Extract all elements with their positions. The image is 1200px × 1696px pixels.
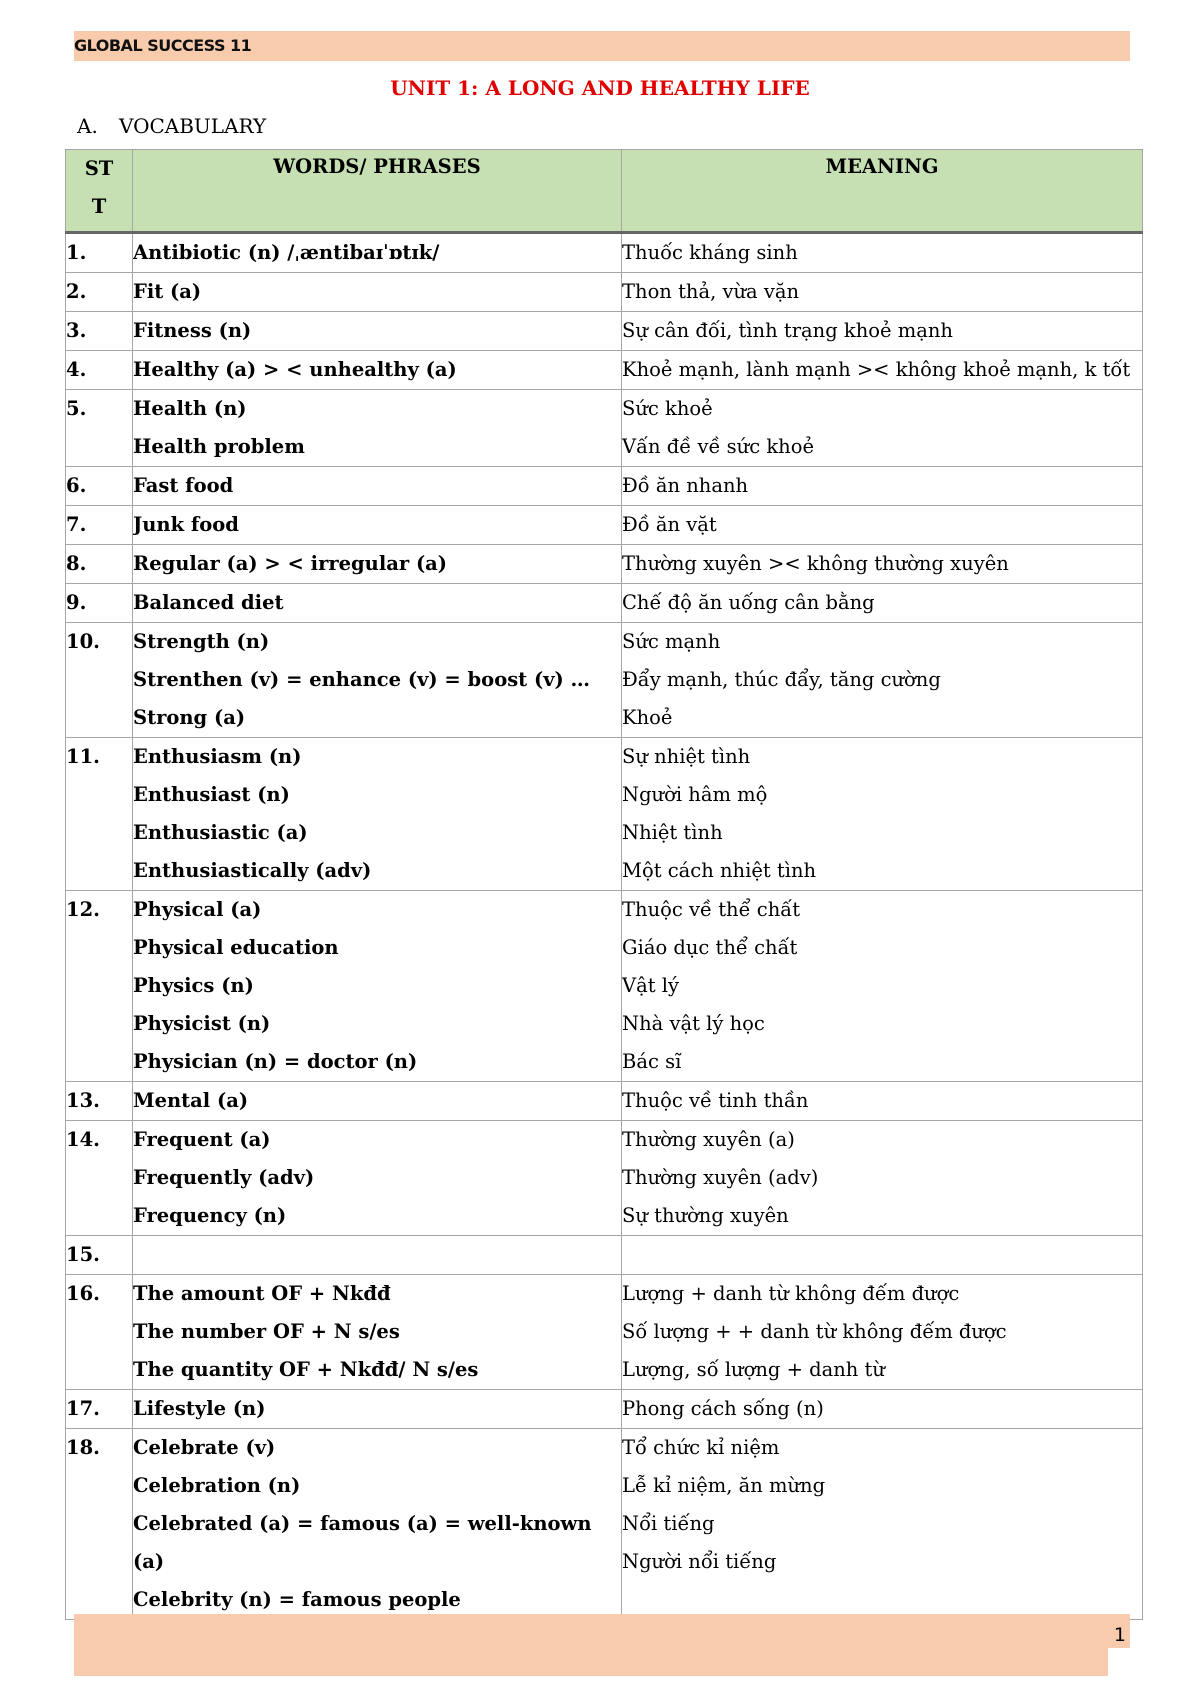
word-line: (a) <box>133 1550 165 1573</box>
meaning-cell <box>622 233 1143 273</box>
meaning-line: Vật lý <box>622 974 679 997</box>
meaning-cell <box>622 1429 1143 1620</box>
row-number-text: 16. <box>66 1282 100 1305</box>
header-stt-line1: ST <box>84 157 114 180</box>
meaning-cell <box>622 891 1143 1082</box>
row-number-text: 3. <box>66 319 87 342</box>
word-line: Physical (a) <box>133 898 262 921</box>
meaning-cell <box>622 584 1143 623</box>
unit-title: UNIT 1: A LONG AND HEALTHY LIFE <box>390 76 810 100</box>
meaning-cell <box>622 545 1143 584</box>
meaning-line: Thường xuyên (a) <box>622 1128 795 1151</box>
row-number <box>66 1429 133 1620</box>
meaning-line: Phong cách sống (n) <box>622 1397 824 1420</box>
meaning-line: Thuốc kháng sinh <box>622 241 798 264</box>
meaning-line: Đồ ăn vặt <box>622 513 717 536</box>
word-cell <box>133 1082 622 1121</box>
word-line: Fitness (n) <box>133 319 252 342</box>
row-number <box>66 891 133 1082</box>
word-line: Strong (a) <box>133 706 246 729</box>
word-cell <box>133 738 622 891</box>
row-number <box>66 545 133 584</box>
row-number <box>66 738 133 891</box>
meaning-line: Sự thường xuyên <box>622 1204 789 1227</box>
header-meaning: MEANING <box>622 150 1143 233</box>
section-title <box>77 114 266 138</box>
header-stt-line2: T <box>91 195 107 218</box>
meaning-line: Khoẻ mạnh, lành mạnh >< không khoẻ mạnh, k tốt <box>622 358 1131 381</box>
word-cell <box>133 1275 622 1390</box>
row-number-text: 14. <box>66 1128 100 1151</box>
meaning-line: Thon thả, vừa vặn <box>622 280 800 303</box>
row-number <box>66 1275 133 1390</box>
meaning-line: Nhiệt tình <box>622 821 723 844</box>
table-row <box>66 545 1143 584</box>
meaning-cell <box>622 738 1143 891</box>
word-line: Enthusiastically (adv) <box>133 859 372 882</box>
meaning-cell <box>622 1275 1143 1390</box>
meaning-line: Sự cân đối, tình trạng khoẻ mạnh <box>622 319 953 342</box>
table-header-row <box>66 150 1143 233</box>
meaning-line: Thuộc về tinh thần <box>622 1089 809 1112</box>
table-row <box>66 1121 1143 1236</box>
table-row <box>66 1275 1143 1390</box>
word-line: Physician (n) = doctor (n) <box>133 1050 418 1073</box>
row-number-text: 11. <box>66 745 100 768</box>
row-number <box>66 506 133 545</box>
table-row <box>66 1390 1143 1429</box>
table-row <box>66 312 1143 351</box>
meaning-line: Lượng, số lượng + danh từ <box>622 1358 885 1381</box>
word-line: Enthusiastic (a) <box>133 821 308 844</box>
word-line: Junk food <box>133 513 239 536</box>
meaning-line: Tổ chức kỉ niệm <box>622 1436 780 1459</box>
row-number <box>66 1082 133 1121</box>
word-line: Strength (n) <box>133 630 270 653</box>
word-line: Strenthen (v) = enhance (v) = boost (v) … <box>133 668 591 691</box>
table-row <box>66 1429 1143 1620</box>
footer-band <box>74 1614 1130 1676</box>
word-line: Frequent (a) <box>133 1128 271 1151</box>
word-line: Health problem <box>133 435 305 458</box>
page-number: 1 <box>1113 1624 1126 1646</box>
word-line: Celebration (n) <box>133 1474 301 1497</box>
section-letter: A. <box>77 114 98 138</box>
table-row <box>66 1236 1143 1275</box>
meaning-line: Thuộc về thể chất <box>622 898 801 921</box>
word-cell <box>133 891 622 1082</box>
meaning-line: Người hâm mộ <box>622 783 768 806</box>
row-number-text: 1. <box>66 241 87 264</box>
meaning-line: Một cách nhiệt tình <box>622 859 817 882</box>
word-line: Frequently (adv) <box>133 1166 315 1189</box>
word-line: Lifestyle (n) <box>133 1397 266 1420</box>
meaning-cell <box>622 506 1143 545</box>
word-line: The amount OF + Nkđđ <box>133 1282 391 1305</box>
row-number-text: 18. <box>66 1436 100 1459</box>
word-line: Balanced diet <box>133 591 284 614</box>
word-line: Regular (a) > < irregular (a) <box>133 552 448 575</box>
meaning-cell <box>622 1236 1143 1275</box>
row-number <box>66 390 133 467</box>
meaning-line: Nhà vật lý học <box>622 1012 765 1035</box>
meaning-line: Bác sĩ <box>622 1050 682 1073</box>
footer-notch <box>1108 1648 1130 1676</box>
meaning-cell <box>622 312 1143 351</box>
row-number-text: 5. <box>66 397 87 420</box>
row-number <box>66 351 133 390</box>
word-cell <box>133 623 622 738</box>
header-stt <box>66 150 133 233</box>
table-row <box>66 1082 1143 1121</box>
meaning-line: Nổi tiếng <box>622 1512 715 1535</box>
meaning-cell <box>622 1390 1143 1429</box>
row-number-text: 15. <box>66 1243 100 1266</box>
meaning-line: Lượng + danh từ không đếm được <box>622 1282 960 1305</box>
meaning-line: Khoẻ <box>622 706 673 729</box>
meaning-line: Lễ kỉ niệm, ăn mừng <box>622 1474 826 1497</box>
meaning-line: Người nổi tiếng <box>622 1550 777 1573</box>
meaning-line <box>622 1236 1142 1274</box>
meaning-line: Sức mạnh <box>622 630 721 653</box>
word-cell <box>133 351 622 390</box>
word-cell <box>133 506 622 545</box>
row-number-text: 13. <box>66 1089 100 1112</box>
table-row <box>66 273 1143 312</box>
row-number <box>66 1236 133 1275</box>
word-cell <box>133 233 622 273</box>
word-line: Physics (n) <box>133 974 254 997</box>
row-number <box>66 623 133 738</box>
meaning-cell <box>622 1082 1143 1121</box>
table-row <box>66 467 1143 506</box>
meaning-line: Giáo dục thể chất <box>622 936 798 959</box>
table-row <box>66 891 1143 1082</box>
word-line: The number OF + N s/es <box>133 1320 400 1343</box>
section-label: VOCABULARY <box>119 114 267 138</box>
meaning-line: Chế độ ăn uống cân bằng <box>622 591 875 614</box>
word-cell <box>133 1429 622 1620</box>
header-words: WORDS/ PHRASES <box>133 150 622 233</box>
meaning-line: Sự nhiệt tình <box>622 745 751 768</box>
meaning-cell <box>622 390 1143 467</box>
table-row <box>66 390 1143 467</box>
meaning-line: Vấn đề về sức khoẻ <box>622 435 815 458</box>
word-line: Enthusiasm (n) <box>133 745 302 768</box>
row-number-text: 6. <box>66 474 87 497</box>
row-number-text: 7. <box>66 513 87 536</box>
meaning-line: Số lượng + + danh từ không đếm được <box>622 1320 1007 1343</box>
meaning-line: Thường xuyên >< không thường xuyên <box>622 552 1009 575</box>
word-cell <box>133 545 622 584</box>
vocabulary-table <box>65 149 1143 1620</box>
header-text: GLOBAL SUCCESS 11 <box>74 36 252 55</box>
row-number <box>66 1121 133 1236</box>
table-row <box>66 506 1143 545</box>
meaning-cell <box>622 623 1143 738</box>
meaning-cell <box>622 1121 1143 1236</box>
word-cell <box>133 273 622 312</box>
word-line: Mental (a) <box>133 1089 249 1112</box>
row-number-text: 9. <box>66 591 87 614</box>
meaning-line: Thường xuyên (adv) <box>622 1166 819 1189</box>
row-number-text: 10. <box>66 630 100 653</box>
meaning-line: Đẩy mạnh, thúc đẩy, tăng cường <box>622 668 941 691</box>
word-cell <box>133 1390 622 1429</box>
word-cell <box>133 390 622 467</box>
word-line: Physicist (n) <box>133 1012 271 1035</box>
word-cell <box>133 312 622 351</box>
word-line: Enthusiast (n) <box>133 783 290 806</box>
word-line: Health (n) <box>133 397 247 420</box>
row-number <box>66 1390 133 1429</box>
word-cell <box>133 1236 622 1275</box>
row-number-text: 4. <box>66 358 87 381</box>
header-band <box>74 31 1130 61</box>
word-line: The quantity OF + Nkđđ/ N s/es <box>133 1358 479 1381</box>
table-row <box>66 584 1143 623</box>
table-row <box>66 738 1143 891</box>
word-line: Celebrate (v) <box>133 1436 276 1459</box>
meaning-line: Sức khoẻ <box>622 397 713 420</box>
row-number <box>66 467 133 506</box>
meaning-cell <box>622 273 1143 312</box>
row-number <box>66 584 133 623</box>
word-line: Physical education <box>133 936 339 959</box>
table-row <box>66 351 1143 390</box>
word-cell <box>133 584 622 623</box>
word-line: Frequency (n) <box>133 1204 287 1227</box>
word-line: Fit (a) <box>133 280 202 303</box>
table-row <box>66 623 1143 738</box>
row-number <box>66 273 133 312</box>
word-line: Celebrated (a) = famous (a) = well-known <box>133 1512 592 1535</box>
row-number-text: 2. <box>66 280 87 303</box>
row-number <box>66 233 133 273</box>
table-row <box>66 233 1143 273</box>
meaning-line: Đồ ăn nhanh <box>622 474 749 497</box>
word-cell <box>133 467 622 506</box>
word-line: Antibiotic (n) /ˌæntibaɪˈɒtɪk/ <box>133 241 440 264</box>
row-number <box>66 312 133 351</box>
word-line: Fast food <box>133 474 234 497</box>
word-cell <box>133 1121 622 1236</box>
row-number-text: 17. <box>66 1397 100 1420</box>
row-number-text: 8. <box>66 552 87 575</box>
row-number-text: 12. <box>66 898 100 921</box>
word-line <box>133 1236 621 1274</box>
meaning-cell <box>622 351 1143 390</box>
word-line: Healthy (a) > < unhealthy (a) <box>133 358 457 381</box>
meaning-cell <box>622 467 1143 506</box>
word-line: Celebrity (n) = famous people <box>133 1588 461 1611</box>
